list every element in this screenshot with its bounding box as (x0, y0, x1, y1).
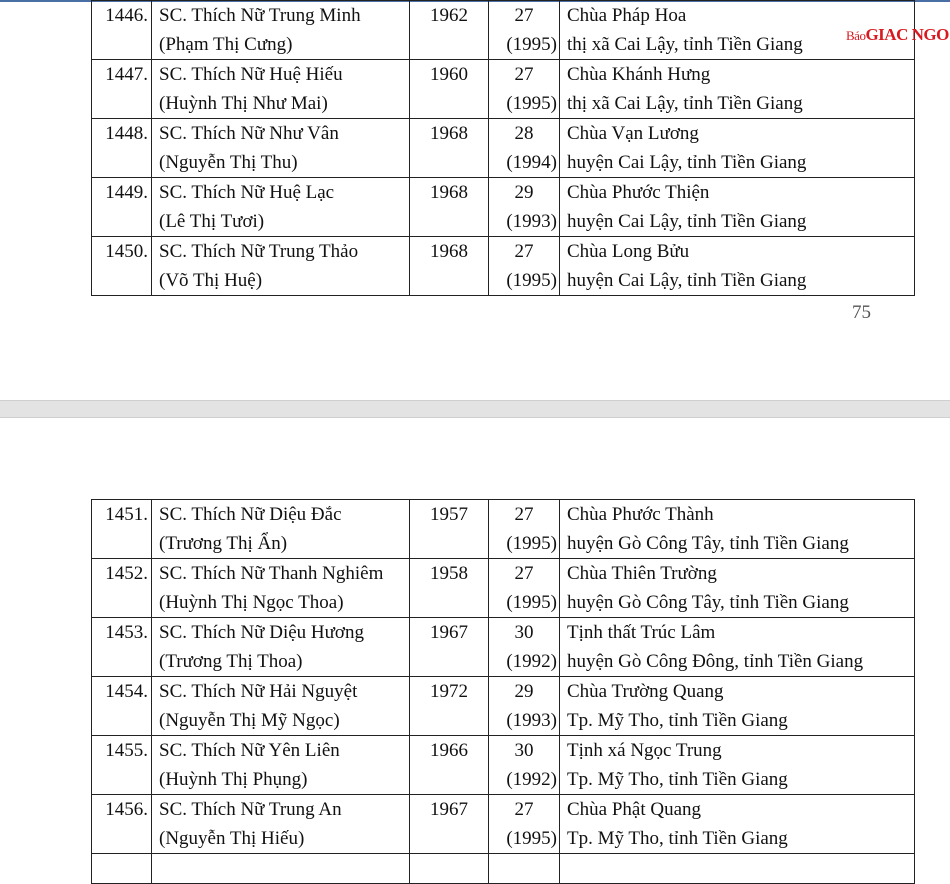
ordination-year: (1992) (506, 651, 557, 672)
ordination-year: (1995) (506, 93, 557, 114)
table-row (92, 677, 915, 736)
temple-name: Chùa Vạn Lương (567, 123, 699, 144)
temple-cell (560, 677, 915, 736)
temple-cell (560, 60, 915, 119)
dharma-name: SC. Thích Nữ Huệ Hiếu (159, 64, 343, 85)
ordination-year: (1993) (506, 710, 557, 731)
row-number: 1451. (105, 504, 148, 525)
ordination-age: 27 (514, 504, 534, 525)
partial-cell (489, 854, 560, 884)
document-page-upper (0, 0, 950, 400)
birth-year-cell (410, 178, 489, 237)
partial-cell (560, 854, 915, 884)
temple-location: huyện Cai Lậy, tỉnh Tiền Giang (567, 211, 807, 232)
birth-year: 1967 (430, 799, 468, 820)
temple-cell (560, 500, 915, 559)
ordination-year: (1994) (506, 152, 557, 173)
temple-location: huyện Gò Công Tây, tỉnh Tiền Giang (567, 533, 849, 554)
lay-name: (Trương Thị Ẩn) (159, 533, 288, 554)
temple-location: huyện Gò Công Tây, tỉnh Tiền Giang (567, 592, 849, 613)
lay-name: (Võ Thị Huệ) (159, 270, 263, 291)
records-table-lower-body (92, 500, 915, 884)
row-number: 1449. (105, 182, 148, 203)
row-number: 1454. (105, 681, 148, 702)
ordination-age: 30 (514, 740, 534, 761)
name-cell (152, 500, 410, 559)
birth-year-cell (410, 618, 489, 677)
temple-name: Chùa Pháp Hoa (567, 5, 687, 26)
temple-location: Tp. Mỹ Tho, tỉnh Tiền Giang (567, 769, 788, 790)
row-number-cell (92, 119, 152, 178)
table-row (92, 119, 915, 178)
ordination-cell (489, 1, 560, 60)
dharma-name: SC. Thích Nữ Yên Liên (159, 740, 340, 761)
ordination-age: 27 (514, 64, 534, 85)
table-row (92, 736, 915, 795)
temple-name: Chùa Phước Thiện (567, 182, 710, 203)
dharma-name: SC. Thích Nữ Trung Thảo (159, 241, 359, 262)
ordination-cell (489, 677, 560, 736)
table-row (92, 500, 915, 559)
row-number-cell (92, 618, 152, 677)
temple-location: thị xã Cai Lậy, tỉnh Tiền Giang (567, 93, 803, 114)
lay-name: (Lê Thị Tươi) (159, 211, 265, 232)
table-row (92, 178, 915, 237)
temple-name: Chùa Trường Quang (567, 681, 724, 702)
birth-year: 1968 (430, 241, 468, 262)
ordination-cell (489, 618, 560, 677)
birth-year-cell (410, 736, 489, 795)
birth-year-cell (410, 237, 489, 296)
ordination-year: (1995) (506, 828, 557, 849)
table-row (92, 237, 915, 296)
lay-name: (Huỳnh Thị Ngọc Thoa) (159, 592, 344, 613)
records-table-lower (91, 499, 915, 884)
temple-location: huyện Gò Công Đông, tỉnh Tiền Giang (567, 651, 864, 672)
birth-year-cell (410, 500, 489, 559)
ordination-cell (489, 736, 560, 795)
row-number: 1456. (105, 799, 148, 820)
lay-name: (Phạm Thị Cưng) (159, 34, 293, 55)
birth-year-cell (410, 559, 489, 618)
temple-cell (560, 559, 915, 618)
temple-location: thị xã Cai Lậy, tỉnh Tiền Giang (567, 34, 803, 55)
name-cell (152, 1, 410, 60)
temple-cell (560, 178, 915, 237)
dharma-name: SC. Thích Nữ Diệu Hương (159, 622, 364, 643)
temple-cell (560, 736, 915, 795)
row-number-cell (92, 500, 152, 559)
row-number: 1447. (105, 64, 148, 85)
birth-year: 1957 (430, 504, 468, 525)
birth-year: 1967 (430, 622, 468, 643)
row-number: 1455. (105, 740, 148, 761)
name-cell (152, 237, 410, 296)
temple-cell (560, 119, 915, 178)
ordination-cell (489, 500, 560, 559)
partial-cell (410, 854, 489, 884)
ordination-cell (489, 559, 560, 618)
temple-name: Chùa Long Bửu (567, 241, 690, 262)
row-number-cell (92, 1, 152, 60)
ordination-year: (1995) (506, 592, 557, 613)
birth-year: 1966 (430, 740, 468, 761)
birth-year-cell (410, 60, 489, 119)
ordination-year: (1992) (506, 769, 557, 790)
ordination-age: 27 (514, 5, 534, 26)
table-row (92, 559, 915, 618)
lay-name: (Nguyễn Thị Hiếu) (159, 828, 305, 849)
temple-name: Tịnh thất Trúc Lâm (567, 622, 716, 643)
ordination-year: (1995) (506, 34, 557, 55)
temple-location: Tp. Mỹ Tho, tỉnh Tiền Giang (567, 828, 788, 849)
partial-cell (152, 854, 410, 884)
ordination-age: 27 (514, 799, 534, 820)
page-separator (0, 400, 950, 418)
birth-year: 1968 (430, 123, 468, 144)
birth-year-cell (410, 677, 489, 736)
row-number-cell (92, 60, 152, 119)
ordination-age: 27 (514, 563, 534, 584)
ordination-year: (1995) (506, 533, 557, 554)
birth-year: 1958 (430, 563, 468, 584)
temple-name: Chùa Thiên Trường (567, 563, 717, 584)
ordination-year: (1993) (506, 211, 557, 232)
row-number-cell (92, 736, 152, 795)
temple-location: Tp. Mỹ Tho, tỉnh Tiền Giang (567, 710, 788, 731)
birth-year: 1962 (430, 5, 468, 26)
temple-name: Chùa Phật Quang (567, 799, 702, 820)
ordination-cell (489, 795, 560, 854)
lay-name: (Nguyễn Thị Mỹ Ngọc) (159, 710, 340, 731)
name-cell (152, 559, 410, 618)
records-table-upper (91, 0, 915, 296)
dharma-name: SC. Thích Nữ Như Vân (159, 123, 339, 144)
ordination-cell (489, 119, 560, 178)
temple-cell (560, 618, 915, 677)
name-cell (152, 60, 410, 119)
row-number: 1453. (105, 622, 148, 643)
giac-ngo-watermark (846, 25, 949, 45)
name-cell (152, 119, 410, 178)
dharma-name: SC. Thích Nữ Trung An (159, 799, 342, 820)
temple-location: huyện Cai Lậy, tỉnh Tiền Giang (567, 152, 807, 173)
partial-cell (92, 854, 152, 884)
table-row (92, 60, 915, 119)
temple-name: Chùa Phước Thành (567, 504, 714, 525)
table-row (92, 618, 915, 677)
ordination-cell (489, 178, 560, 237)
ordination-cell (489, 60, 560, 119)
birth-year-cell (410, 119, 489, 178)
birth-year: 1960 (430, 64, 468, 85)
dharma-name: SC. Thích Nữ Trung Minh (159, 5, 361, 26)
ordination-age: 27 (514, 241, 534, 262)
row-number: 1446. (105, 5, 148, 26)
lay-name: (Huỳnh Thị Như Mai) (159, 93, 328, 114)
table-row (92, 1, 915, 60)
name-cell (152, 178, 410, 237)
dharma-name: SC. Thích Nữ Diệu Đắc (159, 504, 342, 525)
birth-year: 1972 (430, 681, 468, 702)
table-row-partial (92, 854, 915, 884)
records-table-upper-body (92, 1, 915, 296)
dharma-name: SC. Thích Nữ Hải Nguyệt (159, 681, 358, 702)
row-number-cell (92, 677, 152, 736)
name-cell (152, 677, 410, 736)
temple-name: Tịnh xá Ngọc Trung (567, 740, 722, 761)
ordination-cell (489, 237, 560, 296)
document-page-lower (0, 418, 950, 861)
row-number: 1450. (105, 241, 148, 262)
ordination-age: 29 (514, 681, 534, 702)
lay-name: (Huỳnh Thị Phụng) (159, 769, 308, 790)
row-number: 1448. (105, 123, 148, 144)
watermark-prefix: Báo (846, 28, 866, 43)
temple-location: huyện Cai Lậy, tỉnh Tiền Giang (567, 270, 807, 291)
row-number-cell (92, 178, 152, 237)
row-number-cell (92, 237, 152, 296)
page-number: 75 (852, 302, 871, 323)
table-row (92, 795, 915, 854)
row-number-cell (92, 559, 152, 618)
row-number: 1452. (105, 563, 148, 584)
name-cell (152, 618, 410, 677)
ordination-age: 29 (514, 182, 534, 203)
temple-name: Chùa Khánh Hưng (567, 64, 711, 85)
name-cell (152, 736, 410, 795)
dharma-name: SC. Thích Nữ Thanh Nghiêm (159, 563, 384, 584)
temple-cell (560, 795, 915, 854)
dharma-name: SC. Thích Nữ Huệ Lạc (159, 182, 335, 203)
birth-year: 1968 (430, 182, 468, 203)
name-cell (152, 795, 410, 854)
row-number-cell (92, 795, 152, 854)
ordination-age: 28 (514, 123, 534, 144)
temple-cell (560, 237, 915, 296)
birth-year-cell (410, 1, 489, 60)
ordination-year: (1995) (506, 270, 557, 291)
ordination-age: 30 (514, 622, 534, 643)
birth-year-cell (410, 795, 489, 854)
watermark-name: GIAC NGO (865, 25, 949, 44)
lay-name: (Trương Thị Thoa) (159, 651, 303, 672)
lay-name: (Nguyễn Thị Thu) (159, 152, 298, 173)
